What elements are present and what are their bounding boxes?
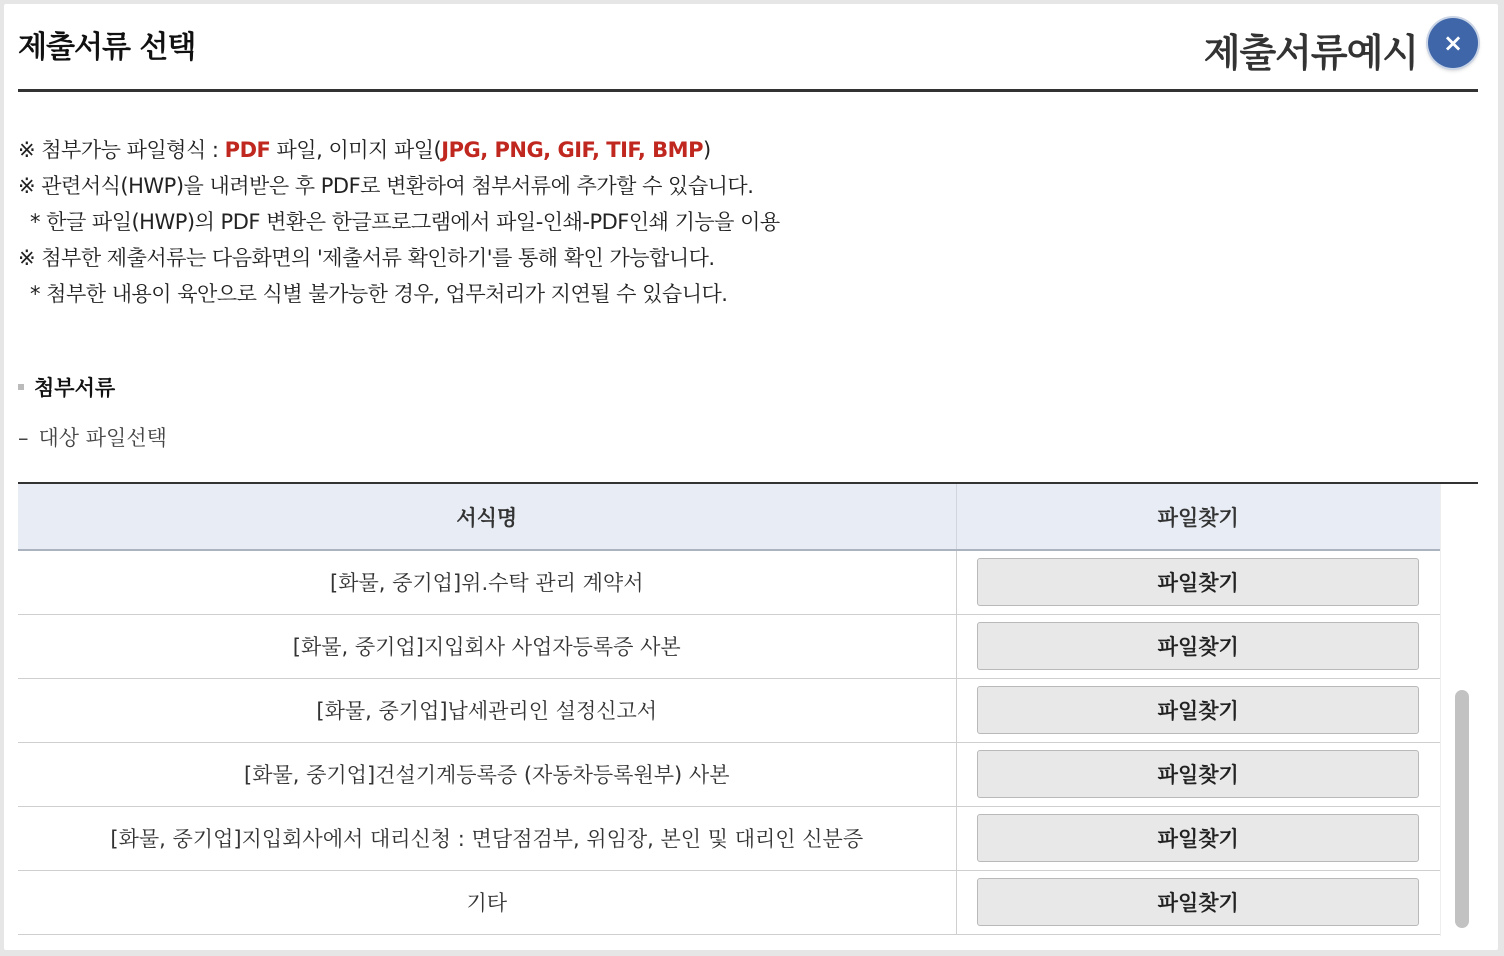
column-header-form-name: 서식명 — [18, 484, 956, 550]
notice-file-format — [18, 132, 780, 168]
find-file-cell — [956, 678, 1440, 742]
documents-table-container — [18, 482, 1478, 936]
notice-mid: 파일, 이미지 파일( — [270, 138, 442, 162]
table-header-row — [18, 484, 1440, 550]
table-row — [18, 870, 1440, 934]
notice-suffix: ) — [702, 138, 711, 162]
documents-table — [18, 484, 1440, 935]
square-bullet-icon — [18, 384, 24, 390]
section-subtitle-text: 대상 파일선택 — [38, 426, 167, 450]
find-file-button[interactable]: 파일찾기 — [977, 814, 1419, 862]
form-name-cell: [화물, 중기업]위.수탁 관리 계약서 — [18, 550, 956, 614]
dialog — [4, 4, 1498, 950]
notice-delay: * 첨부한 내용이 육안으로 식별 불가능한 경우, 업무처리가 지연될 수 있습니다. — [30, 282, 728, 306]
form-name-cell: [화물, 중기업]납세관리인 설정신고서 — [18, 678, 956, 742]
notice-confirm: ※ 첨부한 제출서류는 다음화면의 '제출서류 확인하기'를 통해 확인 가능합니다. — [18, 246, 715, 270]
image-formats: JPG, PNG, GIF, TIF, BMP — [441, 138, 703, 162]
find-file-button[interactable]: 파일찾기 — [977, 558, 1419, 606]
dialog-header — [18, 4, 1478, 92]
close-icon: × — [1442, 29, 1464, 57]
notice-hwp-pdf-tip: * 한글 파일(HWP)의 PDF 변환은 한글프로그램에서 파일-인쇄-PDF인쇄 기능을 이용 — [30, 210, 780, 234]
close-button[interactable] — [1428, 18, 1478, 68]
dash-icon: – — [18, 426, 29, 450]
table-row — [18, 678, 1440, 742]
form-name-cell: 기타 — [18, 870, 956, 934]
notice-hwp-convert: ※ 관련서식(HWP)을 내려받은 후 PDF로 변환하여 첨부서류에 추가할 수 있습니다. — [18, 174, 754, 198]
form-name-cell: [화물, 중기업]지입회사 사업자등록증 사본 — [18, 614, 956, 678]
notice-list — [18, 132, 780, 312]
table-row — [18, 550, 1440, 614]
find-file-cell — [956, 550, 1440, 614]
notice-prefix: ※ 첨부가능 파일형식 : — [18, 138, 225, 162]
vertical-scrollbar[interactable] — [1440, 484, 1478, 936]
find-file-cell — [956, 806, 1440, 870]
find-file-button[interactable]: 파일찾기 — [977, 750, 1419, 798]
table-row — [18, 614, 1440, 678]
find-file-cell — [956, 742, 1440, 806]
find-file-button[interactable]: 파일찾기 — [977, 622, 1419, 670]
table-row — [18, 742, 1440, 806]
section-title — [18, 372, 115, 402]
form-name-cell: [화물, 중기업]지입회사에서 대리신청 : 면담점검부, 위임장, 본인 및 대리인 신분증 — [18, 806, 956, 870]
find-file-button[interactable]: 파일찾기 — [977, 686, 1419, 734]
pdf-format: PDF — [224, 138, 271, 162]
section-title-text: 첨부서류 — [34, 376, 116, 400]
section-subtitle — [18, 422, 167, 452]
table-row — [18, 806, 1440, 870]
find-file-button[interactable]: 파일찾기 — [977, 878, 1419, 926]
example-documents-link[interactable]: 제출서류예시 — [1203, 31, 1418, 75]
find-file-cell — [956, 870, 1440, 934]
scrollbar-thumb[interactable] — [1455, 690, 1469, 928]
column-header-find-file: 파일찾기 — [956, 484, 1440, 550]
form-name-cell: [화물, 중기업]건설기계등록증 (자동차등록원부) 사본 — [18, 742, 956, 806]
dialog-title: 제출서류 선택 — [18, 30, 196, 65]
find-file-cell — [956, 614, 1440, 678]
